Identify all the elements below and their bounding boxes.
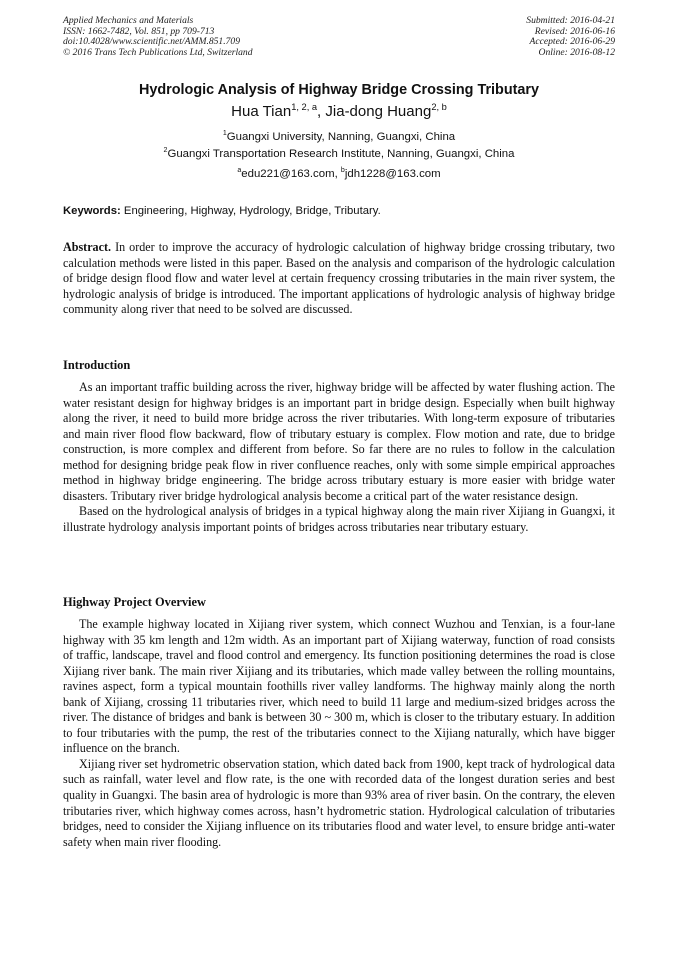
- email-separator: ,: [334, 168, 341, 180]
- author-list: [0, 103, 678, 120]
- affiliation-superscript: 2: [163, 147, 168, 155]
- paragraph: As an important traffic building across the river, highway bridge will be affected by water flushing action. The water resistant design for highway bridges is an important part in bridge design. Especially when built highway along the river, it need to build more bridge across the river tributaries. With long-term exposure of tributaries and main river flood flow backward, flow of tributary estuary is complex. Flow motion and rate, due to bridge construction, is more complex and different from before. So far there are no rules to follow in the calculation method for designing bridge peak flow in river confluence reaches, only with some simple empirical approaches method in highway bridge engineering. The bridge across tributary estuary is more easier with bridge water disasters. Tributary river bridge hydrological analysis become a critical part of the water resistance design.: [63, 380, 615, 503]
- journal-issn: ISSN: 1662-7482, Vol. 851, pp 709-713: [63, 25, 215, 37]
- email-link[interactable]: edu221@163.com: [241, 168, 335, 180]
- introduction-body: [63, 380, 615, 535]
- abstract: [63, 240, 615, 318]
- affiliation-text: Guangxi University, Nanning, Guangxi, China: [226, 131, 456, 143]
- author-name: Jia-dong Huang: [325, 103, 432, 120]
- author-superscript: 2, b: [431, 102, 447, 112]
- journal-doi: doi:10.4028/www.scientific.net/AMM.851.709: [63, 36, 241, 48]
- date-accepted: Accepted: 2016-06-29: [529, 36, 615, 48]
- author-separator: ,: [317, 103, 326, 120]
- author-superscript: 1, 2, a: [291, 102, 318, 112]
- affiliation-superscript: 1: [222, 130, 227, 138]
- email-superscript: b: [340, 167, 345, 175]
- author-name: Hua Tian: [231, 103, 292, 120]
- email-superscript: a: [237, 167, 242, 175]
- section-heading-overview: Highway Project Overview: [63, 595, 206, 609]
- paragraph: Xijiang river set hydrometric observation station, which dated back from 1900, kept track of hydrological data such as rainfall, water level and flow rate, is the one with recorded data of the longest duration series and best quality in Guangxi. The basin area of hydrologic is more than 93% area of river basin. On the contrary, the eleven tributaries river, which highway comes across, hasn’t hydrometric station. Hydrological calculation of tributaries bridges, need to consider the Xijiang influence on its tributaries flood and water level, to ensure bridge anti-water safety when main river flooding.: [63, 756, 615, 849]
- section-heading-introduction: Introduction: [63, 358, 131, 372]
- date-online: Online: 2016-08-12: [538, 46, 615, 58]
- affiliation-1: [0, 131, 678, 143]
- paragraph: Based on the hydrological analysis of bridges in a typical highway along the main river Xijiang in Guangxi, it illustrate hydrology analysis important points of bridges across tributaries near tributary estuary.: [63, 504, 615, 534]
- author-emails: [0, 168, 678, 180]
- journal-copyright: © 2016 Trans Tech Publications Ltd, Switzerland: [63, 46, 253, 58]
- overview-body: [63, 617, 615, 850]
- abstract-text: In order to improve the accuracy of hydrologic calculation of highway bridge crossing tributary, two calculation methods were listed in this paper. Based on the analysis and comparison of the hydrologic calculation of bridge design flood flow and water level at certain frequency crossing tributaries in the main river system, the hydrologic analysis of bridge is introduced. The important applications of hydrologic analysis of highway bridge community along river that need to be solved are discussed.: [63, 240, 615, 317]
- keywords-label: Keywords:: [63, 205, 121, 217]
- abstract-label: Abstract.: [63, 240, 112, 254]
- affiliation-2: [0, 148, 678, 160]
- journal-name: Applied Mechanics and Materials: [63, 15, 194, 26]
- affiliation-text: Guangxi Transportation Research Institute, Nanning, Guangxi, China: [167, 148, 515, 160]
- email-link[interactable]: jdh1228@163.com: [344, 168, 441, 180]
- journal-info: [63, 16, 253, 58]
- keywords: [63, 205, 615, 217]
- paragraph: The example highway located in Xijiang river system, which connect Wuzhou and Tenxian, is a four-lane highway with 35 km length and 12m width. As an important part of Xijiang waterway, function of road consists of traffic, landscape, travel and flood control and emergency. Its function positioning determines the road is close Xijiang river bank. The main river Xijiang and its tributaries, which made valley between the rolling mountains, ravines aspect, form a typical mountain foothills river valley landforms. The highway mainly along the north bank of Xijiang, crossing 11 tributaries river, which need to build 11 large and medium-sized bridges across the river. The distance of bridges and bank is between 30 ~ 300 m, which is closer to the tributary estuary. In addition to four tributaries with the pump, the rest of the tributaries connect to the Xijiang naturally, which have bigger influence on the branch.: [63, 617, 615, 756]
- publication-dates: [526, 16, 615, 58]
- date-submitted: Submitted: 2016-04-21: [526, 15, 615, 26]
- date-revised: Revised: 2016-06-16: [534, 25, 615, 37]
- paper-title: Hydrologic Analysis of Highway Bridge Crossing Tributary: [138, 82, 540, 98]
- keywords-text: Engineering, Highway, Hydrology, Bridge, Tributary.: [123, 205, 381, 217]
